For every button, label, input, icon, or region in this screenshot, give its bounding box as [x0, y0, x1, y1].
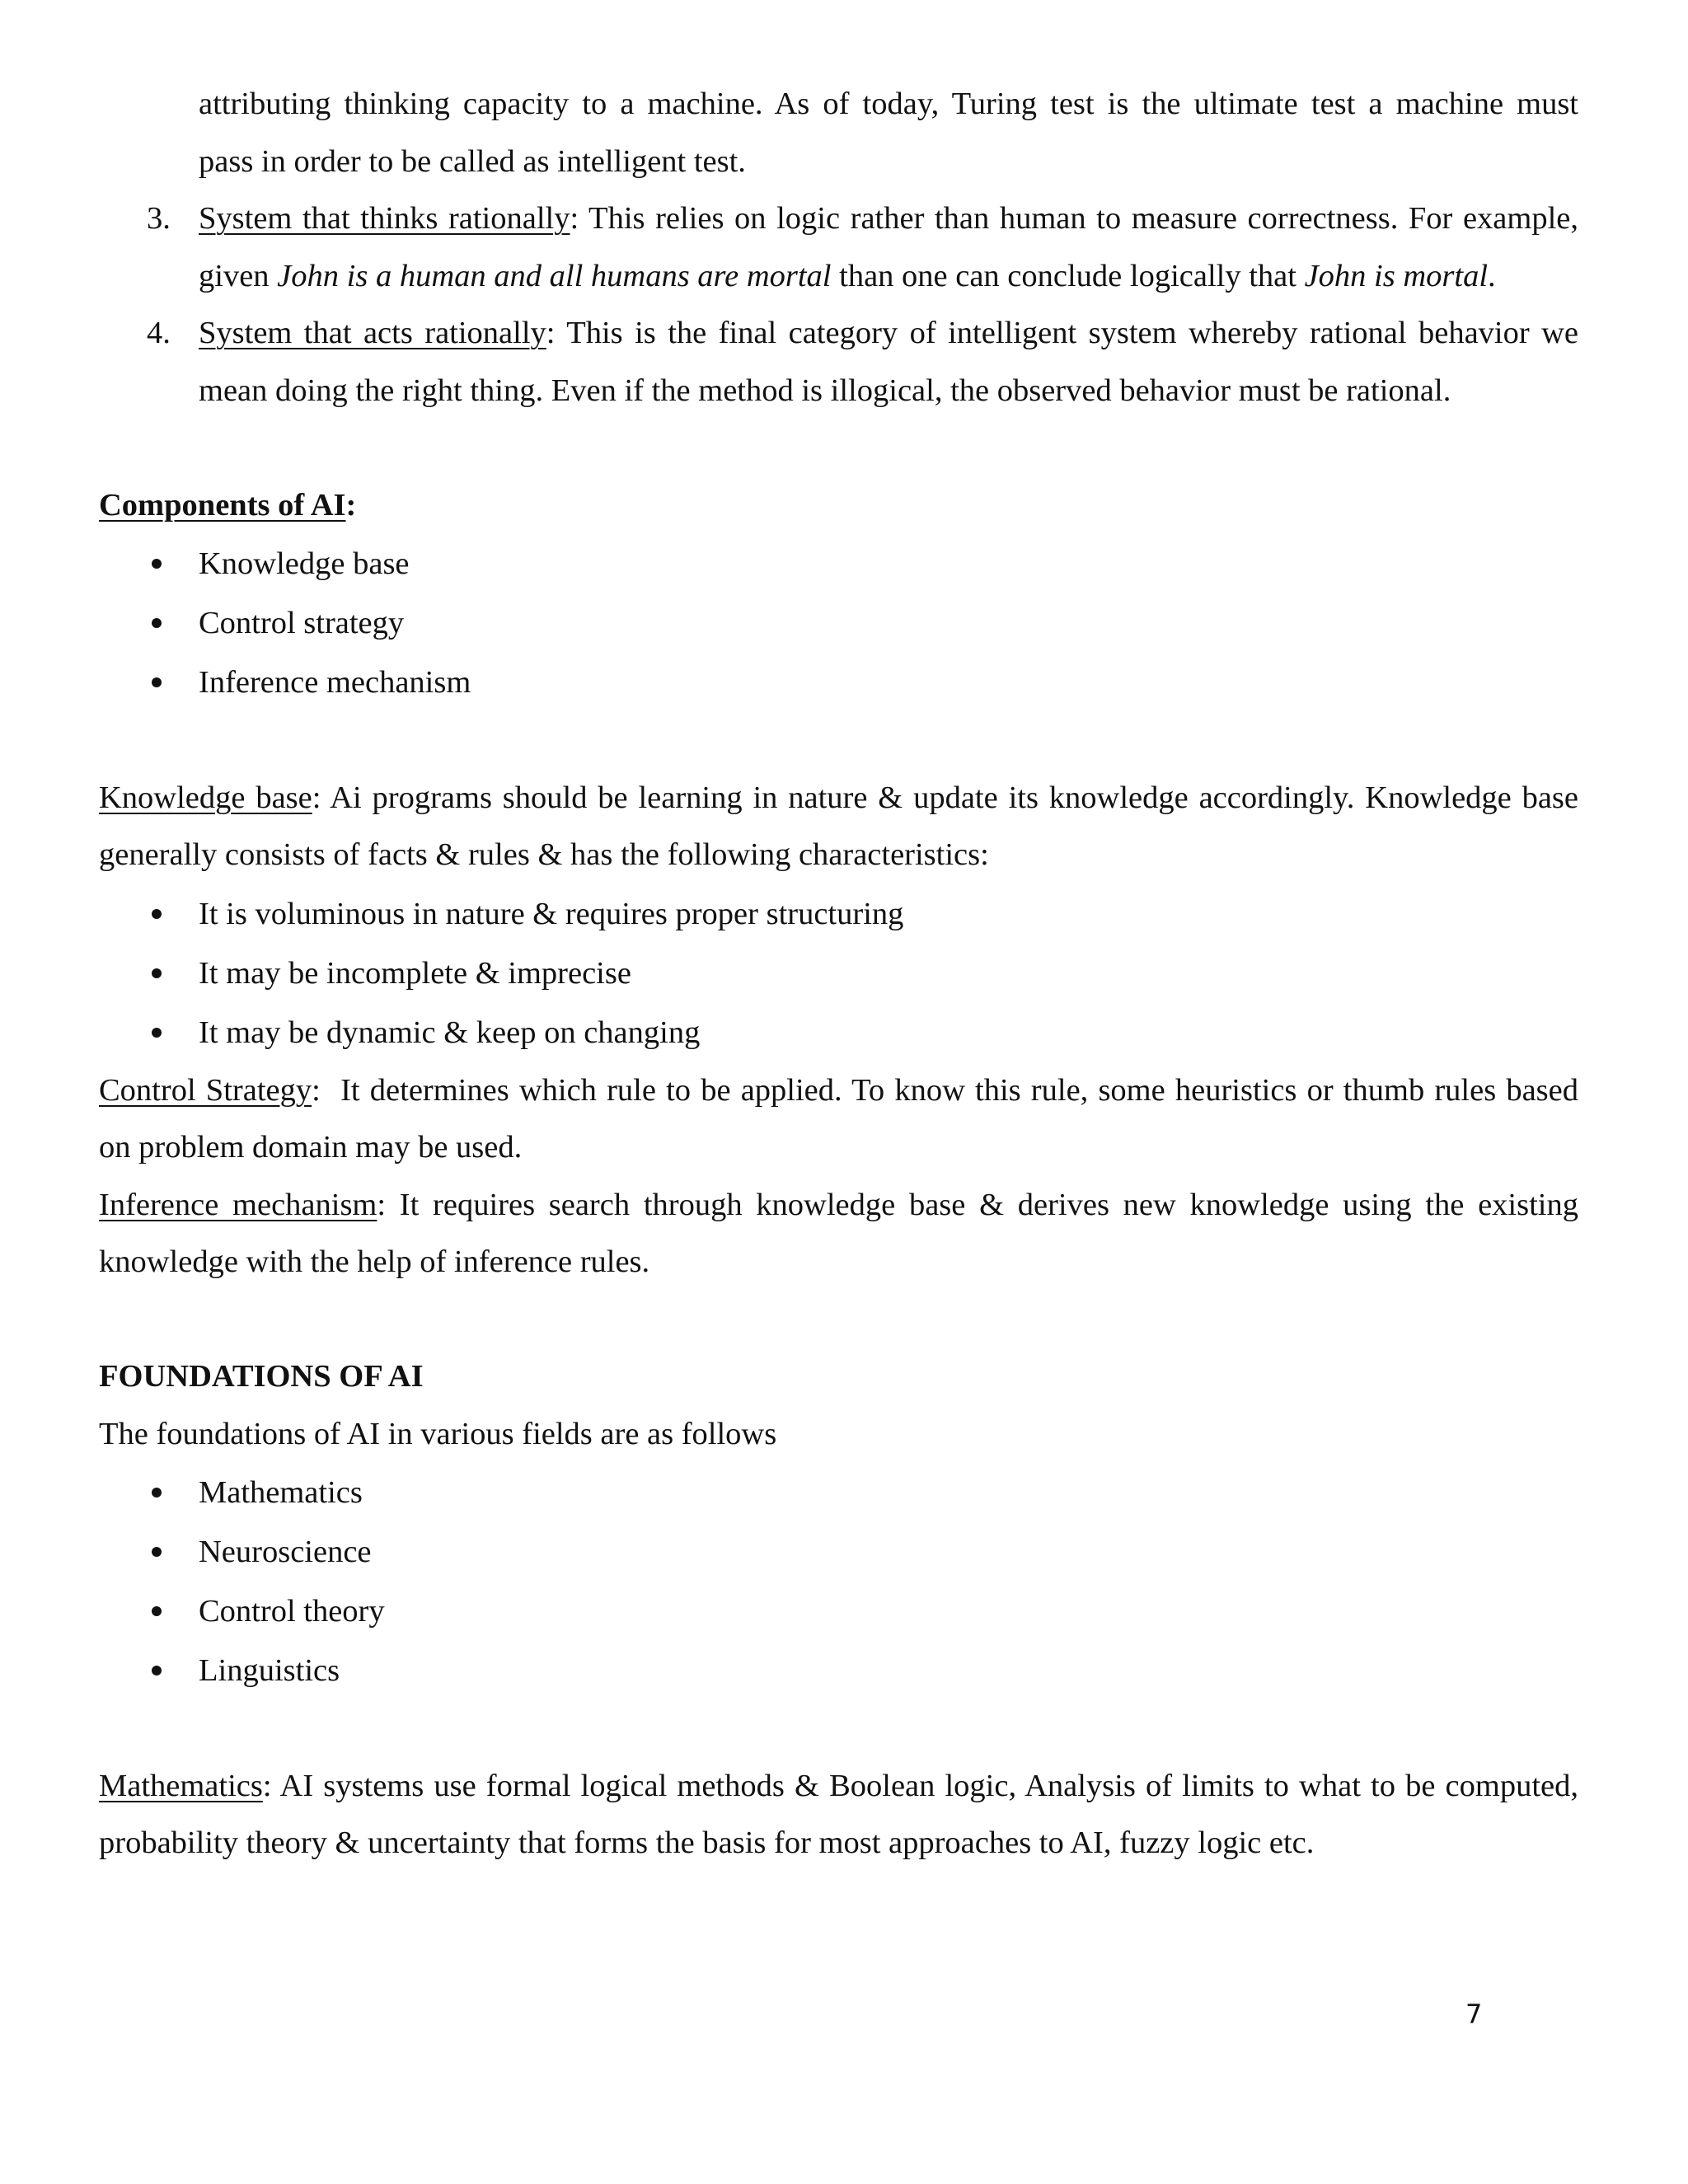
item-text: : This relies on logic rather than human to measure correctness. For example, given	[199, 201, 1578, 293]
control-strategy-paragraph	[99, 1062, 1587, 1177]
mathematics-term: Mathematics	[99, 1768, 263, 1803]
knowledge-base-paragraph	[99, 770, 1578, 884]
list-item-text: Linguistics	[199, 1653, 340, 1688]
list-item	[99, 534, 1578, 593]
components-heading-text: Components of AI	[99, 487, 346, 523]
item-italic-conclusion: John is mortal	[1304, 258, 1489, 293]
mathematics-paragraph	[99, 1758, 1578, 1872]
list-item-text: Neuroscience	[199, 1535, 372, 1569]
item-text: .	[1488, 258, 1496, 293]
list-item	[99, 1582, 1578, 1641]
list-item	[99, 1003, 1578, 1062]
bullet-icon	[152, 559, 162, 569]
control-strategy-term: Control Strategy	[99, 1072, 312, 1108]
inference-mechanism-term: Inference mechanism	[99, 1187, 377, 1222]
inference-mechanism-paragraph	[99, 1177, 1578, 1291]
item-number: 4.	[147, 316, 171, 350]
bullet-icon	[152, 968, 162, 978]
bullet-icon	[152, 677, 162, 687]
bullet-icon	[152, 1547, 162, 1557]
list-item	[99, 1641, 1578, 1700]
knowledge-base-list	[99, 884, 1578, 1062]
intro-continuation-line-1: attributing thinking capacity to a machine. As of today, Turing test is the ultimate test a machine must	[199, 87, 1578, 121]
list-item	[99, 653, 1578, 712]
list-item-text: Knowledge base	[199, 546, 410, 581]
list-item-text: Control theory	[199, 1594, 385, 1629]
list-item-text: Control strategy	[199, 606, 405, 640]
foundations-intro: The foundations of AI in various fields are as follows	[99, 1416, 777, 1451]
list-item	[99, 1463, 1578, 1522]
item-term: System that acts rationally	[199, 316, 546, 350]
item-term: System that thinks rationally	[199, 201, 570, 236]
page-content	[99, 76, 1587, 1872]
bullet-icon	[152, 909, 162, 919]
numbered-item-4	[99, 305, 1578, 419]
foundations-list	[99, 1463, 1578, 1700]
list-item	[99, 944, 1578, 1003]
spacer	[99, 712, 1578, 770]
spacer	[99, 1291, 1578, 1349]
inference-mechanism-text: : It requires search through knowledge base & derives new knowledge using the existing knowledge with the help of inference rules.	[99, 1187, 1579, 1279]
bullet-icon	[152, 1606, 162, 1616]
item-text: : This is the final category of intelligent system whereby rational behavior we mean doing the right thing. Even if the method is illogical, the observed behavior must be rational.	[199, 316, 1578, 408]
list-item	[99, 593, 1578, 653]
components-list	[99, 534, 1578, 712]
spacer	[99, 1700, 1578, 1758]
list-item-text: Mathematics	[199, 1475, 363, 1510]
bullet-icon	[152, 1028, 162, 1038]
list-item	[99, 1522, 1578, 1582]
list-item-text: It may be incomplete & imprecise	[199, 955, 631, 991]
control-strategy-text: : It determines which rule to be applied. To know this rule, some heuristics or thumb rules based on problem domain may be used.	[99, 1072, 1587, 1165]
bullet-icon	[152, 618, 162, 628]
item-number: 3.	[147, 201, 171, 236]
bullet-icon	[152, 1488, 162, 1497]
numbered-item-3	[99, 190, 1578, 305]
bullet-icon	[152, 1666, 162, 1675]
mathematics-text: : AI systems use formal logical methods & Boolean logic, Analysis of limits to what to be computed, probability theory & uncertainty that forms the basis for most approaches to AI, fuzzy logic etc.	[99, 1768, 1578, 1860]
page-number: 7	[1465, 1999, 1483, 2030]
components-heading	[99, 477, 1578, 535]
components-heading-colon: :	[345, 487, 357, 523]
list-item	[99, 884, 1578, 944]
knowledge-base-term: Knowledge base	[99, 780, 312, 815]
item-text: than one can conclude logically that	[831, 258, 1305, 293]
list-item-text: Inference mechanism	[199, 665, 471, 700]
list-item-text: It may be dynamic & keep on changing	[199, 1015, 701, 1050]
intro-continuation-line-2: pass in order to be called as intelligent test.	[199, 143, 746, 179]
knowledge-base-text: : Ai programs should be learning in nature & update its knowledge accordingly. Knowledge base generally consists of facts & rules & has the following characteristics:	[99, 780, 1578, 872]
spacer	[99, 419, 1578, 477]
list-item-text: It is voluminous in nature & requires proper structuring	[199, 896, 904, 931]
item-italic-example: John is a human and all humans are mortal	[277, 258, 832, 293]
foundations-heading: FOUNDATIONS OF AI	[99, 1359, 424, 1394]
